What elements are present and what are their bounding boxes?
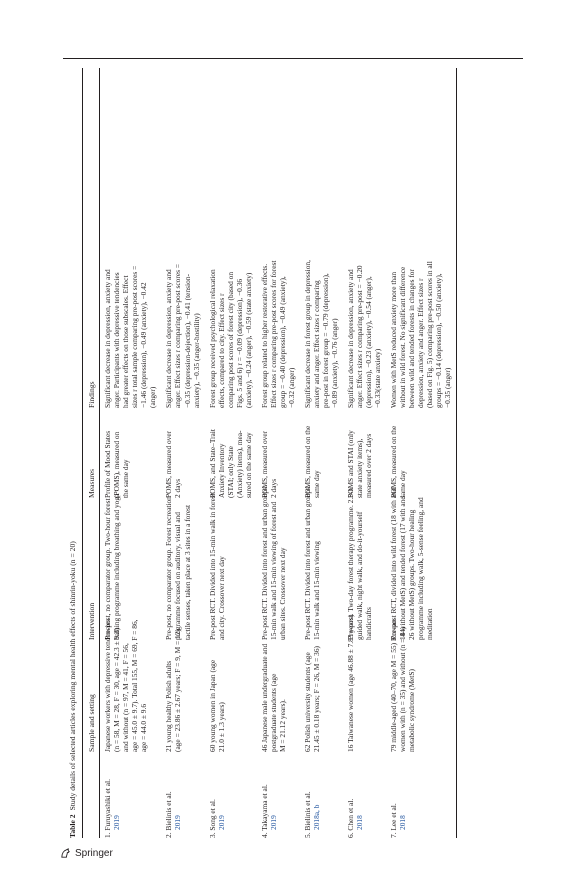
citation-year-link[interactable]: 2019	[173, 815, 183, 830]
citation-year-link[interactable]: 2018	[355, 815, 364, 830]
cell-intervention	[164, 498, 200, 640]
cell-sample	[303, 640, 339, 752]
header-sample: Sample and setting	[87, 694, 96, 752]
table-row	[205, 68, 257, 838]
cell-measures	[208, 408, 253, 498]
findings-line: comparing post scores of forest city (based on	[225, 271, 235, 408]
findings-line: sizes r total sample comparing pre-post scores =	[130, 265, 140, 408]
intervention-line: 15-min walk and 15-min viewing	[311, 541, 321, 640]
study-line: 2. Bielinis et al.	[164, 791, 174, 838]
measures-line: same day	[398, 470, 408, 498]
intervention-line: Pre-post, no comparator group. Forest recreation	[164, 496, 174, 640]
table-header	[83, 68, 99, 838]
findings-line: groups = −0.14 (depression), −0.50 (anxiety),	[434, 273, 444, 408]
publisher-name: Springer	[75, 848, 113, 859]
findings-line: Significant decrease in depression, anxiety and	[164, 269, 174, 408]
intervention-line: Pre-post RCT. Divided into forest and urban groups.	[302, 485, 312, 640]
cell-study	[208, 752, 253, 838]
measures-line: same day	[311, 470, 321, 498]
findings-line: anger. Participants with depressive tendencies	[112, 272, 122, 408]
intervention-line: and city. Crossover next day	[216, 556, 226, 640]
sample-line: Japanese workers with depressive tendencies	[103, 619, 113, 752]
study-line: 1. Furuyashiki et al.	[103, 779, 113, 838]
springer-horse-icon	[60, 848, 71, 859]
cell-findings	[103, 68, 157, 408]
measures-line: POMS, measured on the	[302, 425, 312, 498]
table-row	[257, 68, 300, 838]
intervention-line: guided walk, night walk, and do-it-yourself	[355, 511, 364, 640]
measures-line: state anxiety items),	[355, 438, 364, 498]
measures-line: POMS, measured over	[164, 430, 174, 498]
sample-line: women with (n = 35) and without (n = 44)	[398, 626, 408, 752]
table-title: Study details of selected articles exploring mental health effects of shinrin-yoku (n = 20)	[68, 541, 77, 811]
cell-study	[303, 752, 339, 838]
measures-line: (POMS), measured on	[112, 431, 122, 498]
cell-findings	[208, 68, 253, 408]
cell-sample	[103, 619, 157, 752]
intervention-line: Pre-post RCT. Divided into forest and urban groups:	[259, 484, 269, 640]
intervention-line: tactile senses, taken place at 3 sites in a forest	[182, 504, 192, 640]
findings-line: pre-post in forest group = −0.79 (depression),	[320, 273, 330, 408]
sample-line: 21.45 ± 0.18 years; F = 26, M = 36)	[311, 645, 321, 752]
findings-line: effects, compared to city. Effect sizes r	[216, 293, 226, 408]
sample-line: 46 Japanese male undergraduate and	[259, 643, 269, 752]
sample-line: (age = 23.86 ± 2.67 years; F = 9, M = 12)	[173, 629, 183, 752]
study-line: 5. Bielinis et al.	[302, 791, 312, 838]
findings-line: −0.33(state anxiety)	[373, 348, 383, 408]
table-label: Table 2	[68, 814, 77, 838]
citation-year-link[interactable]: 2019	[112, 815, 122, 830]
intervention-line: Pre-post. Two-day forest therapy programme. 2.5-h	[345, 487, 355, 640]
findings-line: Significant decrease in depression, anxiety and	[103, 269, 113, 408]
cell-measures	[103, 408, 157, 498]
cell-findings	[346, 68, 382, 408]
cell-sample	[208, 640, 253, 752]
table-row	[300, 68, 343, 838]
cell-measures	[346, 408, 382, 498]
sample-line: age = 44.0 ± 9.6	[139, 703, 149, 752]
cell-study	[103, 752, 157, 838]
measures-line: POMS, measured over	[259, 430, 269, 498]
table-bottom-rule	[456, 68, 457, 838]
sample-line: 60 young women in Japan (age	[207, 659, 217, 752]
cell-sample	[260, 640, 296, 752]
intervention-line: handicrafts	[364, 607, 374, 640]
findings-line: Effect sizes r comparing pre-post scores for forest	[268, 260, 278, 408]
citation-year-link[interactable]: 2018	[398, 815, 408, 830]
cell-study	[389, 752, 452, 838]
cell-intervention	[345, 487, 382, 640]
measures-line: Anxiety Inventory	[216, 443, 226, 498]
findings-line: anger. Effect sizes r comparing pre-post scores =	[173, 264, 183, 408]
study-line: 7. Lee et al.	[389, 803, 399, 838]
findings-line: Forest group related to higher restorative effects.	[259, 263, 269, 408]
study-line: 4. Takayama et al.	[259, 784, 269, 838]
sample-line: 79 middle-aged (40–70, age M = 55) Korean	[389, 619, 399, 752]
intervention-line: programme including walk, 5-sense feeling, and	[416, 497, 426, 640]
measures-line: POMS and STAI (only	[345, 430, 355, 498]
findings-line: anxiety), −0.35 (anger-hostility)	[191, 313, 201, 408]
findings-line: Significant decrease in depression, anxiety and	[345, 269, 355, 408]
intervention-line: meditation	[425, 608, 435, 640]
intervention-line: programme focused on auditory, visual and	[173, 511, 183, 640]
cell-study	[164, 752, 200, 838]
measures-line: (STAI; only State	[225, 446, 235, 498]
measures-line: sured on the same day	[243, 432, 253, 498]
findings-line: −0.35 (depression-dejection), −0.41 (tension-	[182, 274, 192, 408]
findings-line: −0.32 (anger)	[286, 367, 296, 408]
findings-line: had greater effects on those subscales. Effect	[121, 275, 131, 408]
intervention-line: bathing programme including breathing and yoga	[112, 493, 122, 640]
cell-findings	[389, 68, 452, 408]
header-study	[87, 752, 96, 838]
sample-line: 16 Taiwanese women (age 46.88 ± 7.83 years)	[345, 614, 355, 752]
findings-line: anxiety and anger. Effect sizes r comparing	[311, 280, 321, 408]
findings-line: Figs. 5 and 6) r = −0.09 (depression), −0.36	[234, 278, 244, 408]
measures-line: measured over 2 days	[364, 433, 374, 498]
findings-line: (based on Fig. 5) comparing pre-post scores in all	[425, 261, 435, 408]
measures-line: 2 days	[268, 478, 278, 498]
sample-line: postgraduate students (age	[268, 673, 278, 752]
measures-line: POMS, measured on the	[389, 425, 399, 498]
findings-line: (anger)	[148, 386, 158, 408]
sample-line: (n = 58, M = 28, F = 30, age = 42.3 ± 9.3)	[112, 627, 122, 752]
header-findings: Findings	[87, 381, 96, 408]
intervention-line: 18 without MetS) and tended forest (17 with and	[398, 495, 408, 640]
sample-line: 21 young healthy Polish adults	[164, 660, 174, 752]
cell-findings	[260, 68, 296, 408]
header-intervention: Intervention	[87, 602, 96, 640]
cell-study	[346, 752, 382, 838]
findings-line: without in wild forest. No significant difference	[398, 266, 408, 408]
findings-line: Forest group received psychological relaxation	[207, 269, 217, 408]
findings-line: group = −0.40 (depression), −0.49 (anxiety),	[277, 276, 287, 408]
table-row	[161, 68, 204, 838]
sample-line: metabolic syndrome (MetS)	[407, 669, 417, 752]
intervention-line: Pre-post RCT. Divided into 15-min walk in forest	[207, 493, 217, 640]
intervention-line: Pre-post, no comparator group. Two-hour forest	[103, 498, 113, 640]
citation-year-link[interactable]: 2019	[216, 815, 226, 830]
table-caption	[68, 68, 82, 838]
intervention-line: urban sites. Crossover next day	[277, 547, 287, 640]
sample-line: age = 45.0 ± 9.7). Total 155, M = 69, F = 86,	[130, 619, 140, 752]
cell-measures	[389, 408, 452, 498]
header-measures: Measures	[87, 468, 96, 498]
rotated-table	[68, 68, 516, 838]
findings-line: (anxiety), −0.24 (anger), −0.59 (state anxiety)	[243, 272, 253, 408]
table-row	[100, 68, 161, 838]
citation-year-link[interactable]: 2019	[268, 815, 278, 830]
intervention-line: 26 without MetS) groups. Two-hour healing	[407, 509, 417, 640]
cell-measures	[164, 408, 200, 498]
findings-line: −0.35 (anger)	[443, 367, 453, 408]
sample-line: 21.0 ± 1.3 years)	[216, 702, 226, 752]
page-top-rule	[63, 58, 523, 59]
findings-line: −0.89 (anxiety), −0.76 (anger)	[329, 318, 339, 408]
findings-line: Significant decrease in forest group in depression,	[302, 260, 312, 408]
study-line: 6. Chen et al.	[345, 798, 355, 838]
measures-line: the same day	[121, 459, 131, 498]
intervention-line: Pre-post RCT, divided into wild forest (18 with and	[389, 487, 399, 640]
study-line: 3. Song et al.	[207, 799, 217, 838]
table-row	[343, 68, 386, 838]
cell-study	[260, 752, 296, 838]
table-row	[386, 68, 456, 838]
findings-line: (depression), −0.23 (anxiety), −0.54 (anger),	[364, 276, 374, 408]
measures-line: POMS, and State–Trait	[207, 429, 217, 498]
cell-sample	[164, 629, 200, 752]
cell-findings	[164, 68, 200, 408]
cell-intervention	[207, 493, 253, 640]
sample-line: M = 21.12 years).	[277, 699, 287, 752]
cell-intervention	[103, 493, 157, 640]
sample-line: and without (n = 97, M = 41, F = 56,	[121, 643, 131, 752]
table-body	[100, 68, 456, 838]
measures-line: 2 days	[173, 478, 183, 498]
cell-findings	[303, 68, 339, 408]
measures-line: (Anxiety) items), mea-	[234, 430, 244, 498]
citation-year-link[interactable]: 2018a, b	[311, 804, 321, 830]
cell-intervention	[389, 487, 452, 640]
publisher-footer	[60, 848, 113, 859]
cell-measures	[303, 408, 339, 498]
cell-measures	[260, 408, 296, 498]
sample-line: 62 Polish university students (age	[302, 652, 312, 752]
intervention-line: 15-min walk and 15-min viewing of forest and	[268, 501, 278, 640]
findings-line: anger. Effect sizes r comparing pre-post = −0.20	[355, 265, 364, 408]
findings-line: depression, anxiety and anger. Effect sizes r	[416, 278, 426, 408]
measures-line: Profile of Mood States	[103, 430, 113, 498]
cell-intervention	[302, 485, 339, 640]
findings-line: Women with MetS reduced anxiety more than	[389, 271, 399, 408]
findings-line: −1.46 (depression), −0.49 (anxiety), −0.42	[139, 282, 149, 408]
findings-line: between wild and tended forests in changes for	[407, 269, 417, 408]
